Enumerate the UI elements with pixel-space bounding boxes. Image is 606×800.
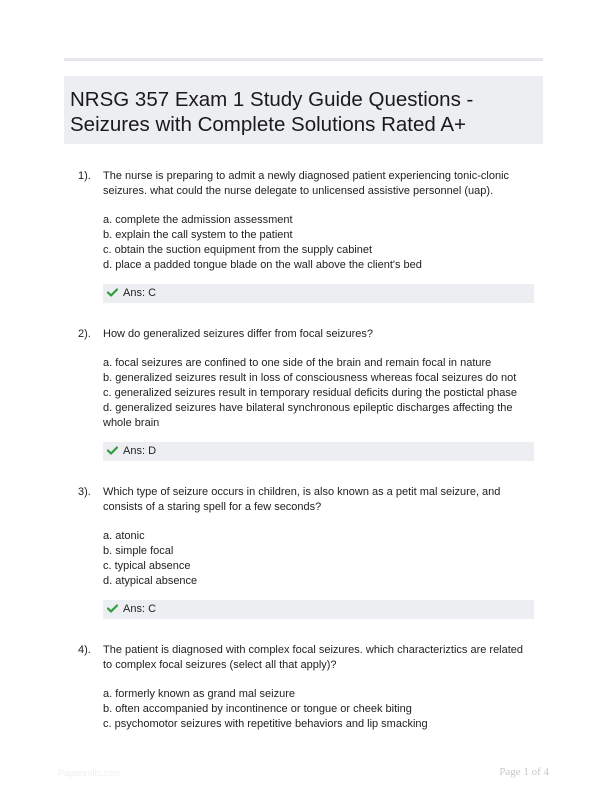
option-a: a. atonic	[103, 530, 145, 542]
option-a: a. complete the admission assessment	[103, 214, 293, 226]
answer-box	[103, 600, 534, 619]
option-b: b. often accompanied by incontinence or tongue or cheek biting	[103, 703, 412, 715]
option-a: a. focal seizures are confined to one side of the brain and remain focal in nature	[103, 357, 492, 369]
option-d: d. generalized seizures have bilateral synchronous epileptic discharges affecting the whole brain	[103, 402, 513, 429]
option-c: c. obtain the suction equipment from the supply cabinet	[103, 244, 373, 256]
title-line-2: Seizures with Complete Solutions Rated A+	[70, 113, 466, 136]
option-c: c. typical absence	[103, 560, 191, 572]
answer-text: Ans: D	[123, 445, 157, 457]
option-c: c. psychomotor seizures with repetitive behaviors and lip smacking	[103, 718, 428, 730]
options-list	[103, 529, 535, 589]
check-icon	[107, 604, 118, 613]
check-icon	[107, 446, 118, 455]
option-b: b. explain the call system to the patient	[103, 229, 293, 241]
option-d: d. atypical absence	[103, 575, 198, 587]
options-list	[103, 356, 535, 431]
option-d: d. place a padded tongue blade on the wall above the client's bed	[103, 259, 422, 271]
question-text: How do generalized seizures differ from focal seizures?	[103, 328, 374, 340]
question-text: The nurse is preparing to admit a newly diagnosed patient experiencing tonic-clonic seizures. what could the nurse delegate to unlicensed assistive personnel (uap).	[103, 170, 510, 197]
page-indicator: Page 1 of 4	[499, 766, 549, 778]
question-number: 2).	[78, 328, 91, 340]
option-c: c. generalized seizures result in temporary residual deficits during the postictal phase	[103, 387, 517, 399]
check-icon	[107, 288, 118, 297]
question-number: 3).	[78, 486, 91, 498]
question-number: 1).	[78, 170, 91, 182]
title-line-1: NRSG 357 Exam 1 Study Guide Questions -	[70, 88, 474, 111]
footer-watermark: Papertrolic.com	[58, 768, 121, 778]
option-b: b. simple focal	[103, 545, 174, 557]
top-divider	[64, 58, 543, 61]
question-text: The patient is diagnosed with complex focal seizures. which characteriztics are related to complex focal seizures (select all that apply)?	[103, 644, 524, 671]
options-list	[103, 213, 535, 273]
answer-box	[103, 284, 534, 303]
options-list	[103, 687, 535, 732]
answer-text: Ans: C	[123, 603, 157, 615]
option-b: b. generalized seizures result in loss of consciousness whereas focal seizures do not	[103, 372, 517, 384]
answer-box	[103, 442, 534, 461]
document-title	[64, 76, 543, 144]
option-a: a. formerly known as grand mal seizure	[103, 688, 295, 700]
question-number: 4).	[78, 644, 91, 656]
question-text: Which type of seizure occurs in children, is also known as a petit mal seizure, and consists of a staring spell for a few seconds?	[103, 486, 501, 513]
answer-text: Ans: C	[123, 287, 157, 299]
